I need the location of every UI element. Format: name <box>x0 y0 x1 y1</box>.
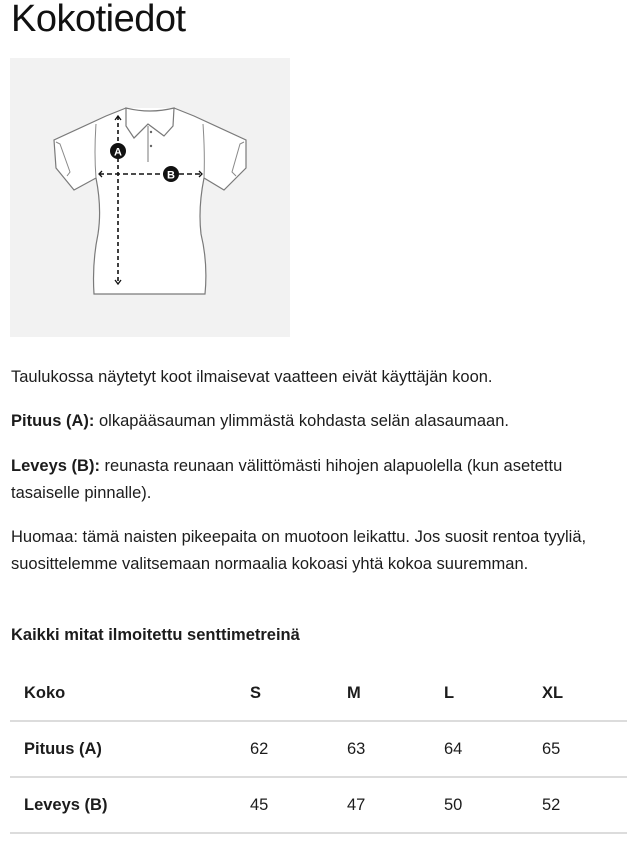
shirt-measurement-illustration <box>10 58 290 337</box>
row-label-length: Pituus (A) <box>10 721 250 777</box>
fit-note: Huomaa: tämä naisten pikeepaita on muotoon leikattu. Jos suosit rentoa tyyliä, suosittelemme valitsemaan normaalia kokoasi yhtä kokoa suuremman. <box>11 528 587 573</box>
table-cell: 63 <box>347 721 444 777</box>
length-description: olkapääsauman ylimmästä kohdasta selän alasaumaan. <box>94 412 509 430</box>
page-title: Kokotiedot <box>11 0 186 40</box>
width-label: Leveys (B): <box>11 457 100 475</box>
shirt-outline <box>54 108 246 294</box>
table-cell: 50 <box>444 777 542 833</box>
table-cell: 64 <box>444 721 542 777</box>
column-header-m: M <box>347 666 444 721</box>
column-header-l: L <box>444 666 542 721</box>
table-row <box>10 777 627 833</box>
column-header-s: S <box>250 666 347 721</box>
table-header-row <box>10 666 627 721</box>
units-heading: Kaikki mitat ilmoitettu senttimetreinä <box>11 626 300 644</box>
length-label: Pituus (A): <box>11 412 95 430</box>
length-definition <box>11 408 623 435</box>
row-label-width: Leveys (B) <box>10 777 250 833</box>
label-a: A <box>114 146 122 159</box>
polo-shirt-diagram <box>10 58 290 337</box>
table-cell: 45 <box>250 777 347 833</box>
width-definition <box>11 453 623 506</box>
width-description: reunasta reunaan välittömästi hihojen alapuolella (kun asetettu tasaiselle pinnalle). <box>11 457 563 502</box>
button-icon <box>150 145 152 147</box>
size-table <box>10 666 627 834</box>
button-icon <box>150 131 152 133</box>
column-header-size: Koko <box>10 666 250 721</box>
table-cell: 62 <box>250 721 347 777</box>
table-cell: 52 <box>542 777 627 833</box>
intro-paragraph: Taulukossa näytetyt koot ilmaisevat vaatteen eivät käyttäjän koon. <box>11 368 493 386</box>
column-header-xl: XL <box>542 666 627 721</box>
table-row <box>10 721 627 777</box>
table-cell: 65 <box>542 721 627 777</box>
table-cell: 47 <box>347 777 444 833</box>
label-b: B <box>167 169 175 182</box>
